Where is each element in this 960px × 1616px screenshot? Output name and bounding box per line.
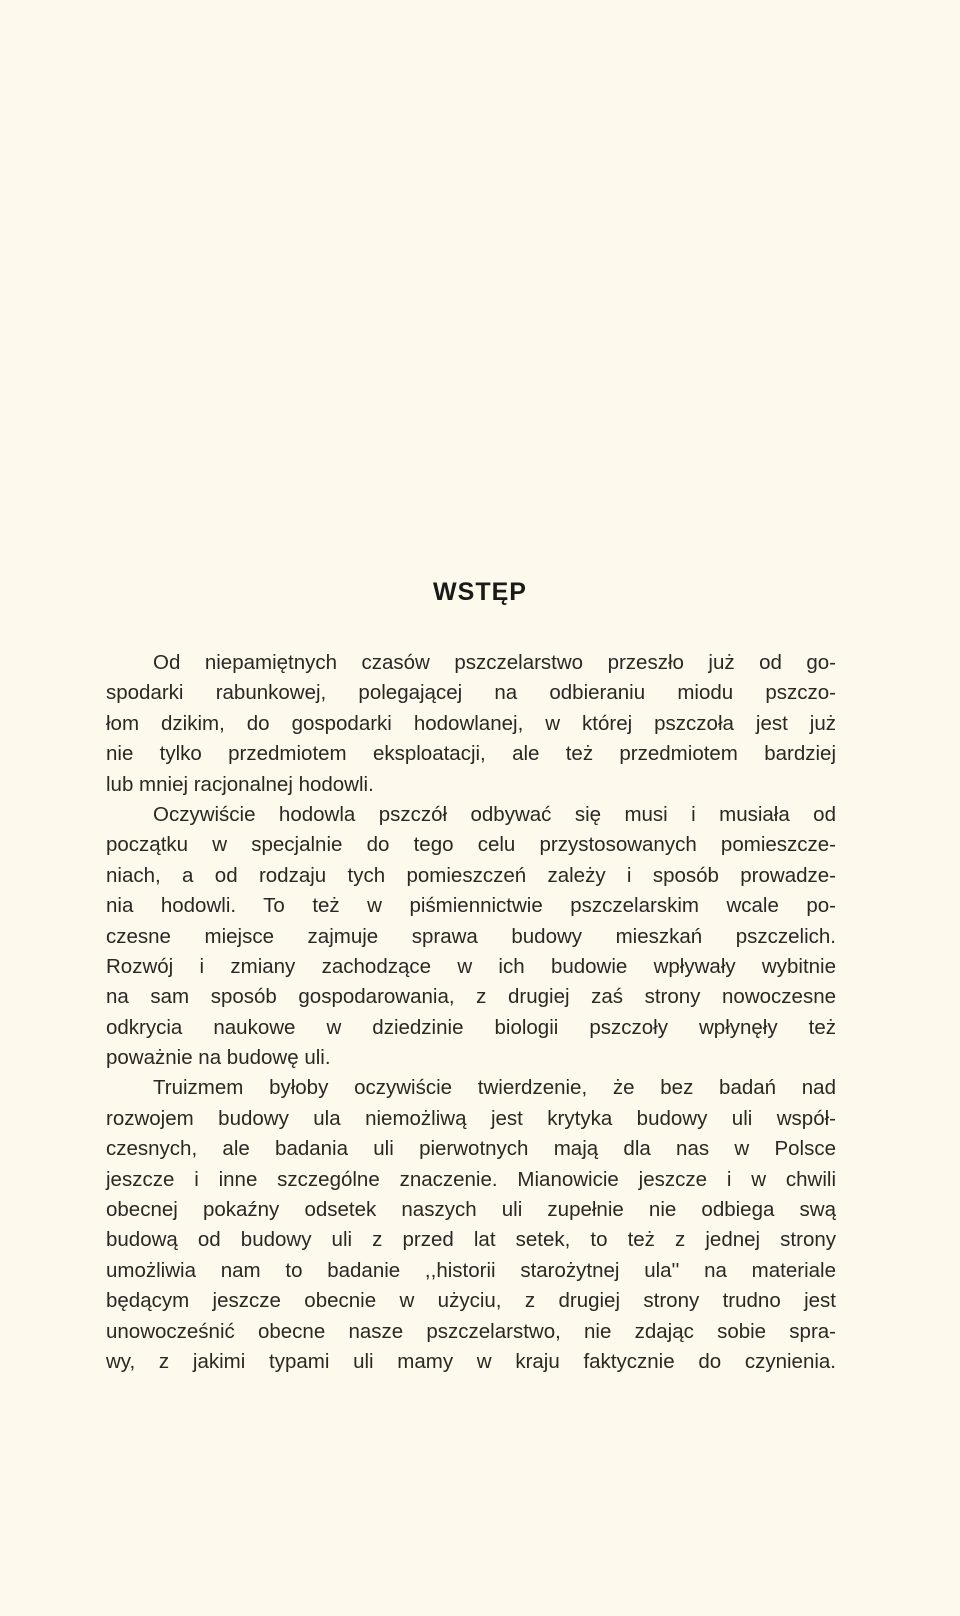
text-line: Oczywiście hodowla pszczół odbywać się musi i musiała od bbox=[153, 802, 836, 826]
text-line: budową od budowy uli z przed lat setek, to też z jednej strony bbox=[106, 1228, 836, 1252]
text-line: łom dzikim, do gospodarki hodowlanej, w której pszczoła jest już bbox=[106, 711, 836, 735]
text-line: Od niepamiętnych czasów pszczelarstwo przeszło już od go- bbox=[153, 651, 836, 674]
text-line: unowocześnić obecne nasze pszczelarstwo, nie zdając sobie spra- bbox=[106, 1319, 836, 1343]
text-line: rozwojem budowy ula niemożliwą jest krytyka budowy uli współ- bbox=[106, 1106, 836, 1130]
text-line: obecnej pokaźny odsetek naszych uli zupełnie nie odbiega swą bbox=[106, 1198, 836, 1222]
body-text bbox=[106, 648, 836, 1377]
text-line: spodarki rabunkowej, polegającej na odbieraniu miodu pszczo- bbox=[106, 681, 836, 705]
text-line: jeszcze i inne szczególne znaczenie. Mianowicie jeszcze i w chwili bbox=[106, 1167, 836, 1191]
text-line: czesne miejsce zajmuje sprawa budowy mieszkań pszczelich. bbox=[106, 924, 836, 948]
text-line: nia hodowli. To też w piśmiennictwie pszczelarskim wcale po- bbox=[106, 894, 836, 918]
text-line: Rozwój i zmiany zachodzące w ich budowie wpływały wybitnie bbox=[106, 954, 836, 978]
text-line: Truizmem byłoby oczywiście twierdzenie, że bez badań nad bbox=[153, 1076, 836, 1100]
text-line: będącym jeszcze obecnie w użyciu, z drugiej strony trudno jest bbox=[106, 1289, 836, 1313]
page-title: WSTĘP bbox=[433, 578, 527, 606]
text-line: na sam sposób gospodarowania, z drugiej zaś strony nowoczesne bbox=[106, 985, 836, 1009]
text-line: lub mniej racjonalnej hodowli. bbox=[106, 772, 374, 796]
text-line: poważnie na budowę uli. bbox=[106, 1046, 331, 1070]
text-line: czesnych, ale badania uli pierwotnych mają dla nas w Polsce bbox=[106, 1137, 836, 1161]
text-line: odkrycia naukowe w dziedzinie biologii pszczoły wpłynęły też bbox=[106, 1015, 836, 1039]
text-line: umożliwia nam to badanie ,,historii starożytnej ula'' na materiale bbox=[106, 1258, 836, 1282]
text-line: początku w specjalnie do tego celu przystosowanych pomieszcze- bbox=[106, 833, 836, 857]
text-line: niach, a od rodzaju tych pomieszczeń zależy i sposób prowadze- bbox=[106, 863, 836, 887]
text-line: wy, z jakimi typami uli mamy w kraju faktycznie do czynienia. bbox=[106, 1349, 836, 1373]
text-line: nie tylko przedmiotem eksploatacji, ale też przedmiotem bardziej bbox=[106, 742, 836, 766]
